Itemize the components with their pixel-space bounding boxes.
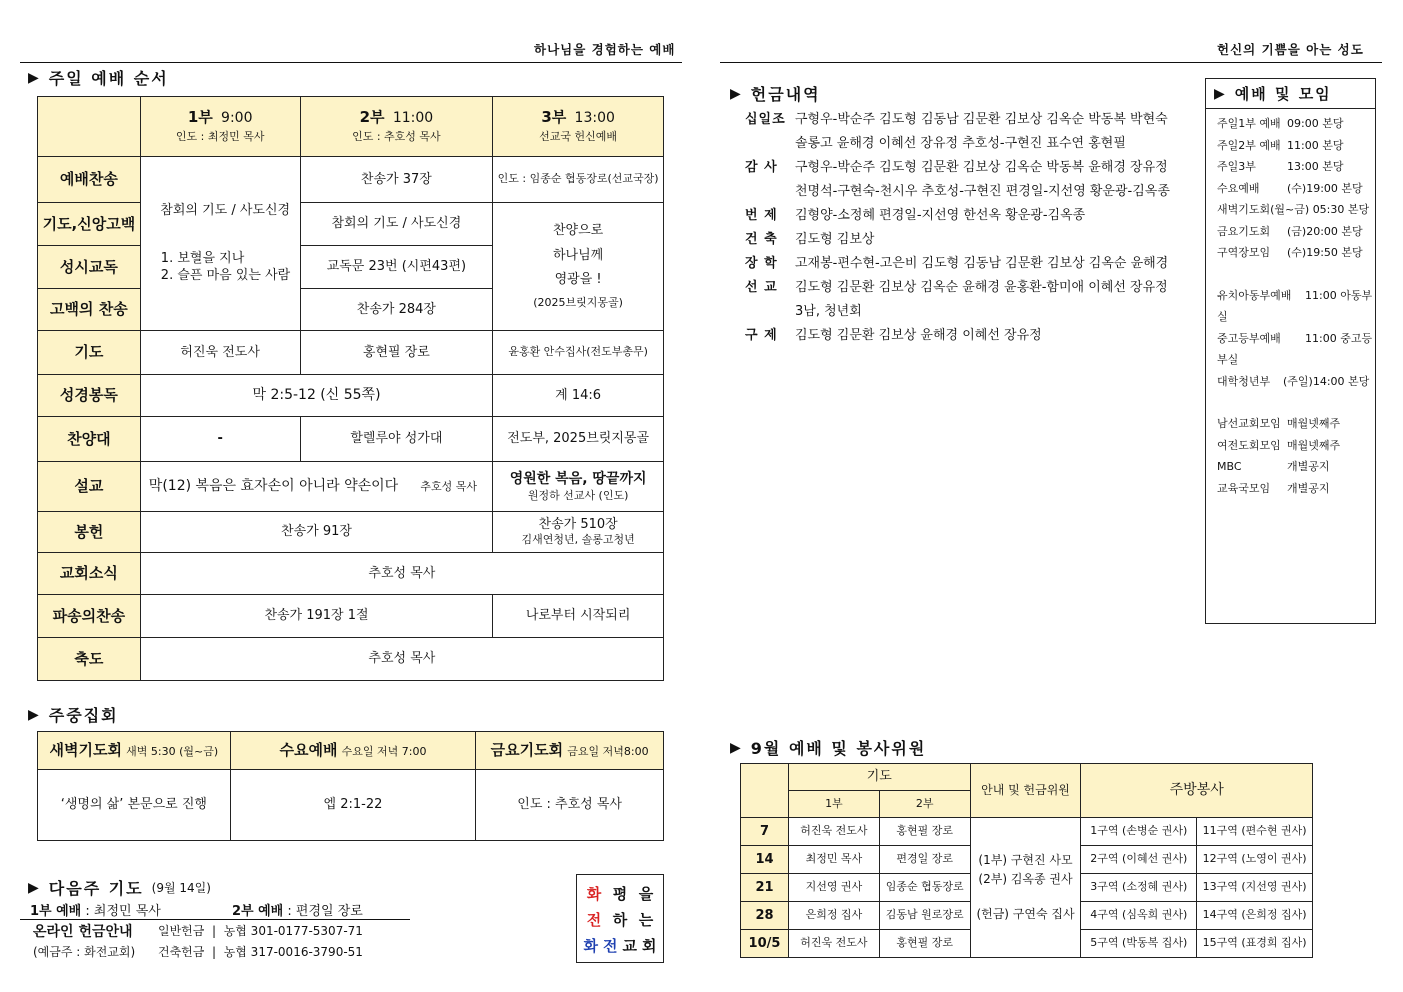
service-3-offering: 찬송가 510장 김새연청년, 솔롱고청년 [493,512,664,553]
service-2-creed: 참회의 기도 / 사도신경 [300,203,493,246]
label-benediction: 축도 [38,638,141,681]
worship-title: 주일 예배 순서 [48,69,169,88]
prayer-1-cell: 지선영 권사 [788,874,879,902]
meeting-item: 중고등부예배 11:00 중고등부실 [1217,331,1373,366]
offering-row-thanks: 감 사 구형우-박순주 김도형 김문환 김보상 김옥순 박동복 윤해경 장유정 천명석-구현숙-천시우 추호성-구현진 편경일-지선영 황운광-김옥종 [745,160,1170,199]
dawn-prayer-body: ‘생명의 삶’ 본문으로 진행 [38,770,231,841]
label-choir: 찬양대 [38,417,141,462]
prayer-2-header: 2부 [879,791,970,818]
triangle-bullet-icon: ▶ [730,85,743,102]
service-1-opening-block: 참회의 기도 / 사도신경 1. 보혈을 지나 2. 슬픈 마음 있는 사람 [140,157,300,331]
corner-cell [38,97,141,157]
service-12-sending: 찬송가 191장 1절 [140,595,492,638]
kitchen-cell: 5구역 (박동복 집사) [1081,930,1197,958]
offering-row-mission: 선 교 김도형 김문환 김보상 김옥순 윤해경 윤홍환-함미애 이혜선 장유정 3남, 청년회 [745,280,1168,319]
kitchen-cell: 11구역 (편수현 권사) [1197,818,1313,846]
offerings-title: 헌금내역 [750,85,821,104]
midweek-section-title [28,703,119,726]
kitchen-cell: 13구역 (지선영 권사) [1197,874,1313,902]
kitchen-cell: 14구역 (은희정 집사) [1197,902,1313,930]
label-hymn: 예배찬송 [38,157,141,203]
service-2-header: 2부 11:00 인도 : 추호성 목사 [300,97,493,157]
meeting-item: 수요예배 (수)19:00 본당 [1217,181,1363,195]
online-holder: (예금주 : 화전교회) [33,945,136,959]
prayer-1-cell: 은희정 집사 [788,902,879,930]
news-cell: 추호성 목사 [140,553,663,595]
date-header [741,764,789,818]
service-3-reading: 계 14:6 [493,375,664,417]
offering-row-building: 건 축 김도형 김보상 [745,232,875,247]
nextweek-service-2: 2부 예배 : 편경일 장로 [232,904,363,919]
meetings-header: ▶ 예배 및 모임 [1206,79,1375,109]
label-sermon: 설교 [38,462,141,512]
service-3-praise-block: 찬양으로 하나님께 영광을 ! (2025브릿지몽골) [493,203,664,331]
service-12-reading: 막 2:5-12 (신 55쪽) [140,375,492,417]
offering-row-tithe: 십일조 구형우-박순주 김도형 김동남 김문환 김보상 김옥순 박동복 박현숙 솔롱고 윤해경 이혜선 장유정 추호성-구현진 표수연 홍현필 [745,112,1168,151]
triangle-bullet-icon: ▶ [1214,85,1227,102]
kitchen-cell: 12구역 (노영이 권사) [1197,846,1313,874]
online-general: 일반헌금 | 농협 301-0177-5307-71 [158,924,363,938]
label-confession-hymn: 고백의 찬송 [38,289,141,331]
prayer-1-header: 1부 [788,791,879,818]
label-offering: 봉헌 [38,512,141,553]
label-responsive: 성시교독 [38,246,141,289]
triangle-bullet-icon: ▶ [730,739,743,756]
service-1-header: 1부 9:00 인도 : 최정민 목사 [140,97,300,157]
usher-header: 안내 및 헌금위원 [970,764,1081,818]
benediction-cell: 추호성 목사 [140,638,663,681]
worship-order-table [37,96,664,681]
service-1-choir: - [140,417,300,462]
meeting-item: 유치아동부예배 11:00 아동부실 [1217,288,1373,323]
nextweek-date: (9월 14일) [151,881,211,895]
meetings-list [1206,109,1375,499]
prayer-1-cell: 허진욱 전도사 [788,818,879,846]
service-12-offering: 찬송가 91장 [140,512,492,553]
online-building: 건축헌금 | 농협 317-0016-3790-51 [158,945,363,959]
friday-body: 인도 : 추호성 목사 [476,770,664,841]
service-2-confession-hymn: 찬송가 284장 [300,289,493,331]
midweek-title: 주중집회 [48,706,119,725]
label-prayer: 기도 [38,331,141,375]
kitchen-cell: 15구역 (표경희 집사) [1197,930,1313,958]
kitchen-cell: 2구역 (이혜선 권사) [1081,846,1197,874]
prayer-1-cell: 허진욱 전도사 [788,930,879,958]
prayer-2-cell: 홍현필 장로 [879,818,970,846]
label-prayer-creed: 기도,신앙고백 [38,203,141,246]
online-title: 온라인 헌금안내 [33,924,133,940]
service-3-sermon: 영원한 복음, 땅끝까지 원정하 선교사 (인도) [493,462,664,512]
meeting-item: 대학청년부 (주일)14:00 본당 [1217,374,1370,388]
meeting-item: 새벽기도회(월~금) 05:30 본당 [1217,203,1370,216]
date-cell: 21 [741,874,789,902]
meeting-item: 여전도회모임 매월넷째주 [1217,438,1341,452]
wednesday-header: 수요예배 수요일 저녁 7:00 [230,732,476,770]
kitchen-cell: 4구역 (심옥희 권사) [1081,902,1197,930]
triangle-bullet-icon: ▶ [28,69,41,86]
service-1-prayer: 허진욱 전도사 [140,331,300,375]
prayer-2-cell: 임종순 협동장로 [879,874,970,902]
service-3-prayer: 윤홍환 안수집사(전도부총무) [493,331,664,375]
date-cell: 7 [741,818,789,846]
service-12-sermon: 막(12) 복음은 효자손이 아니라 약손이다 추호성 목사 [140,462,492,512]
nextweek-service-1: 1부 예배 : 최정민 목사 [30,904,161,919]
meeting-item: 남선교회모임 매월넷째주 [1217,417,1341,430]
service-2-prayer: 홍현필 장로 [300,331,493,375]
prayer-2-cell: 김동남 원로장로 [879,902,970,930]
meeting-item: 구역장모임 (수)19:50 본당 [1217,246,1363,259]
date-cell: 28 [741,902,789,930]
service-2-choir: 할렐루야 성가대 [300,417,493,462]
prayer-header: 기도 [788,764,970,791]
offering-row-relief: 구 제 김도형 김문환 김보상 윤해경 이혜선 장유정 [745,328,1042,343]
label-reading: 성경봉독 [38,375,141,417]
date-cell: 10/5 [741,930,789,958]
service-3-header: 3부 13:00 선교국 헌신예배 [493,97,664,157]
service-3-leader: 인도 : 임종순 협동장로(선교국장) [493,157,664,203]
church-logo: 화 평 을 전 하 는 화 전 교 회 [576,874,664,963]
offering-row-scholarship: 장 학 고재봉-편수현-고은비 김도형 김동남 김문환 김보상 김옥순 윤해경 [745,256,1169,271]
prayer-2-cell: 편경일 장로 [879,846,970,874]
prayer-1-cell: 최정민 목사 [788,846,879,874]
september-table [740,763,1313,958]
meeting-item: 교육국모임 개별공지 [1217,481,1330,495]
wednesday-body: 엡 2:1-22 [230,770,476,841]
friday-header: 금요기도회 금요일 저녁8:00 [476,732,664,770]
header-left: 하나님을 경험하는 예배 [534,42,676,57]
prayer-2-cell: 홍현필 장로 [879,930,970,958]
meeting-item: 주일1부 예배 09:00 본당 [1217,117,1344,130]
usher-cell: (1부) 구현진 사모 (2부) 김옥종 권사 (헌금) 구연숙 집사 [970,818,1081,958]
kitchen-header: 주방봉사 [1081,764,1313,818]
meeting-item: MBC 개별공지 [1217,460,1330,473]
header-left-rule [20,62,682,63]
header-right-rule [720,62,1382,63]
offerings-list [745,108,1195,348]
header-right: 헌신의 기쁨을 아는 성도 [1217,42,1364,57]
nextweek-rule [20,919,410,920]
meeting-item: 주일2부 예배 11:00 본당 [1217,138,1344,152]
worship-section-title [28,66,169,89]
kitchen-cell: 1구역 (손병순 권사) [1081,818,1197,846]
september-title: 9월 예배 및 봉사위원 [750,739,927,758]
service-2-responsive: 교독문 23번 (시편43편) [300,246,493,289]
dawn-prayer-header: 새벽기도회 새벽 5:30 (월~금) [38,732,231,770]
service-3-choir: 전도부, 2025브릿지몽골 [493,417,664,462]
midweek-table [37,731,664,841]
label-sending-hymn: 파송의찬송 [38,595,141,638]
meeting-item: 금요기도회 (금)20:00 본당 [1217,224,1363,238]
service-2-hymn: 찬송가 37장 [300,157,493,203]
triangle-bullet-icon: ▶ [28,879,41,896]
meetings-box [1205,78,1376,624]
offerings-section-title [730,82,821,105]
label-news: 교회소식 [38,553,141,595]
triangle-bullet-icon: ▶ [28,706,41,723]
meeting-item: 주일3부 13:00 본당 [1217,160,1344,173]
nextweek-title: 다음주 기도 [48,879,144,898]
date-cell: 14 [741,846,789,874]
service-3-sending: 나로부터 시작되리 [493,595,664,638]
kitchen-cell: 3구역 (소정혜 권사) [1081,874,1197,902]
offering-row-burnt: 번 제 김형양-소정혜 편경일-지선영 한선옥 황운광-김옥종 [745,208,1086,223]
september-section-title [730,736,926,759]
nextweek-section-title [28,876,211,899]
